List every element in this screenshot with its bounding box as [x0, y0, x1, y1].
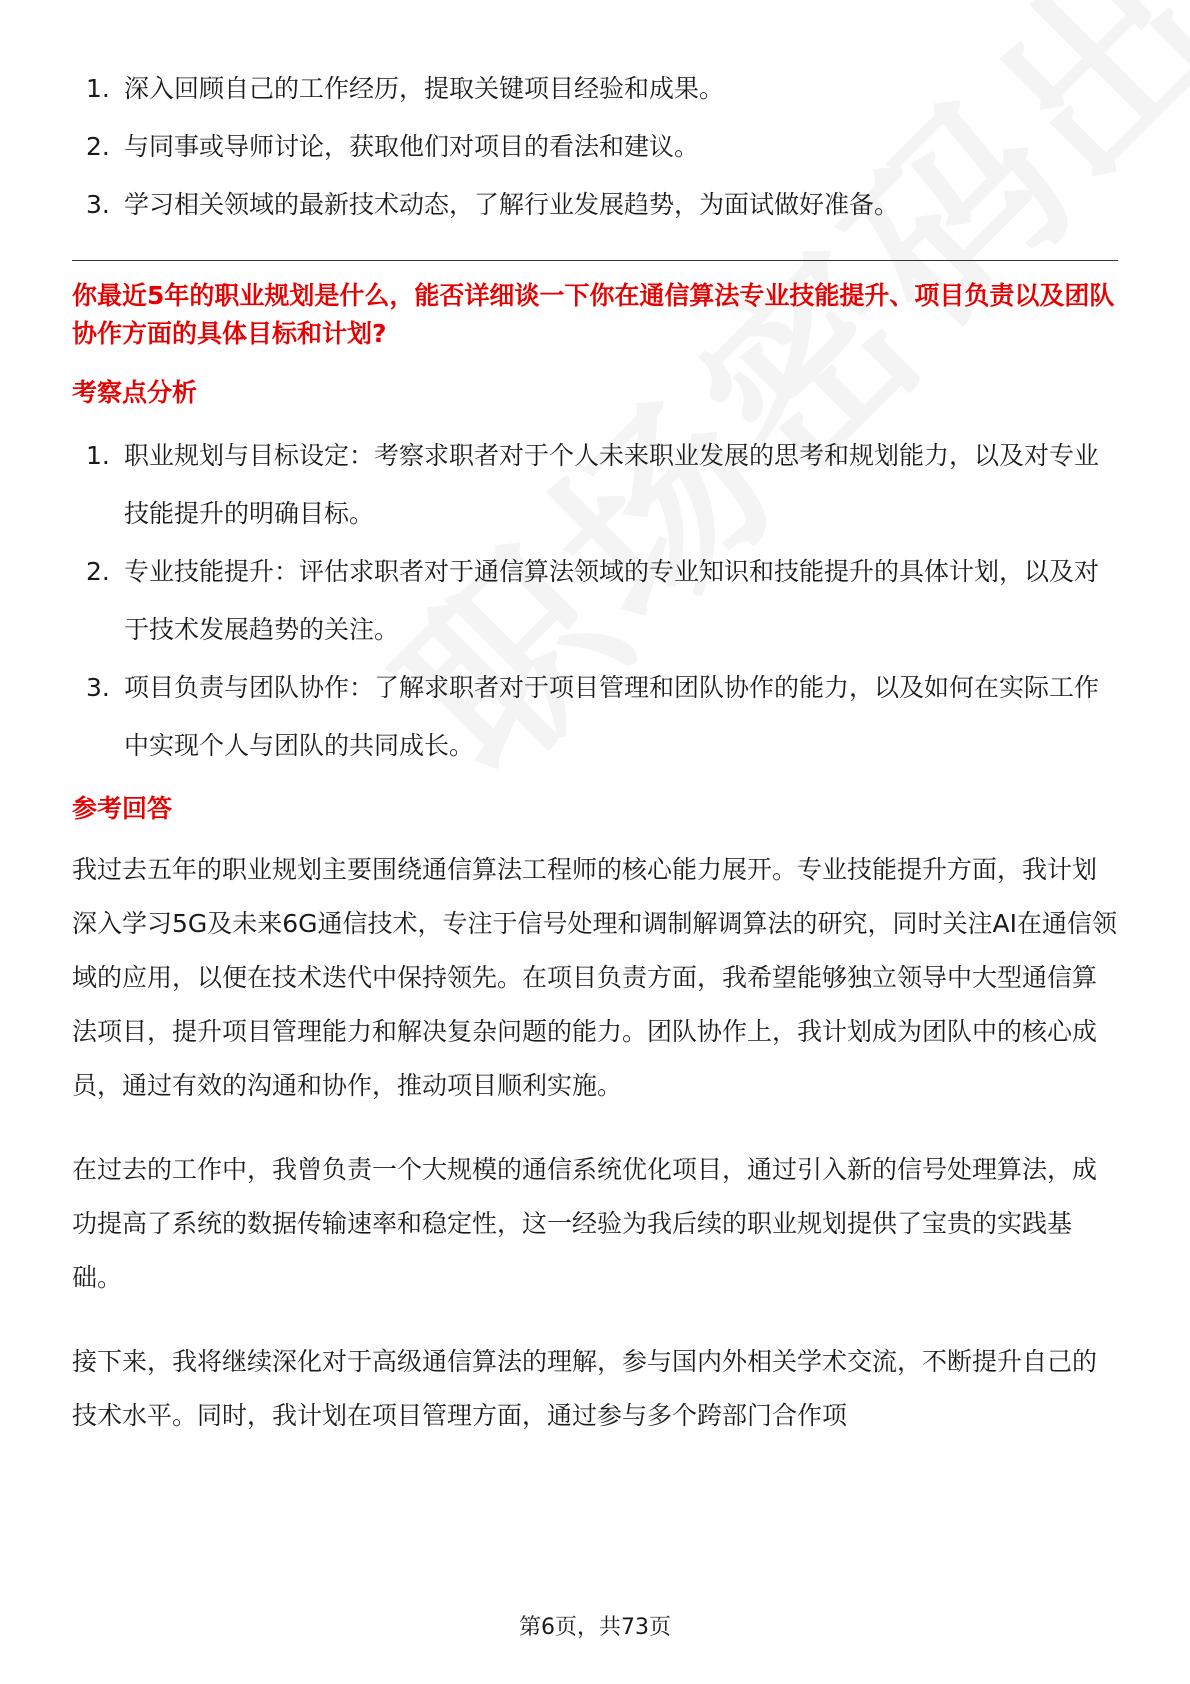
page-footer: 第6页，共73页 — [519, 1615, 671, 1640]
list-item — [72, 427, 1118, 543]
answer-paragraph: 接下来，我将继续深化对于高级通信算法的理解，参与国内外相关学术交流，不断提升自己的技术水平。同时，我计划在项目管理方面，通过参与多个跨部门合作项 — [72, 1347, 1098, 1430]
list-text: 深入回顾自己的工作经历，提取关键项目经验和成果。 — [124, 74, 725, 103]
answer-paragraph: 在过去的工作中，我曾负责一个大规模的通信系统优化项目，通过引入新的信号处理算法，成功提高了系统的数据传输速率和稳定性，这一经验为我后续的职业规划提供了宝贵的实践基础。 — [72, 1155, 1098, 1292]
answer-title: 参考回答 — [72, 794, 173, 823]
intro-list — [72, 60, 1118, 234]
page-content — [72, 60, 1118, 1443]
section-divider — [72, 260, 1118, 261]
list-number: 1. — [86, 74, 110, 103]
list-number: 3. — [86, 673, 110, 702]
list-number: 3. — [86, 190, 110, 219]
list-item — [72, 659, 1118, 775]
list-text: 职业规划与目标设定：考察求职者对于个人未来职业发展的思考和规划能力，以及对专业技能提升的明确目标。 — [124, 441, 1100, 528]
list-number: 2. — [86, 557, 110, 586]
list-text: 专业技能提升：评估求职者对于通信算法领域的专业知识和技能提升的具体计划，以及对于技术发展趋势的关注。 — [124, 557, 1100, 644]
list-text: 学习相关领域的最新技术动态，了解行业发展趋势，为面试做好准备。 — [124, 190, 900, 219]
list-number: 2. — [86, 132, 110, 161]
list-number: 1. — [86, 441, 110, 470]
list-item — [72, 176, 1118, 234]
analysis-list — [72, 427, 1118, 775]
list-item — [72, 543, 1118, 659]
list-item — [72, 118, 1118, 176]
question-heading: 你最近5年的职业规划是什么，能否详细谈一下你在通信算法专业技能提升、项目负责以及团队协作方面的具体目标和计划? — [72, 281, 1115, 348]
list-text: 项目负责与团队协作：了解求职者对于项目管理和团队协作的能力，以及如何在实际工作中实现个人与团队的共同成长。 — [124, 673, 1100, 760]
list-item — [72, 60, 1118, 118]
analysis-title: 考察点分析 — [72, 378, 198, 407]
list-text: 与同事或导师讨论，获取他们对项目的看法和建议。 — [124, 132, 700, 161]
answer-paragraph: 我过去五年的职业规划主要围绕通信算法工程师的核心能力展开。专业技能提升方面，我计划深入学习5G及未来6G通信技术，专注于信号处理和调制解调算法的研究，同时关注AI在通信领域的应用，以便在技术迭代中保持领先。在项目负责方面，我希望能够独立领导中大型通信算法项目，提升项目管理能力和解决复杂问题的能力。团队协作上，我计划成为团队中的核心成员，通过有效的沟通和协作，推动项目顺利实施。 — [72, 855, 1118, 1100]
